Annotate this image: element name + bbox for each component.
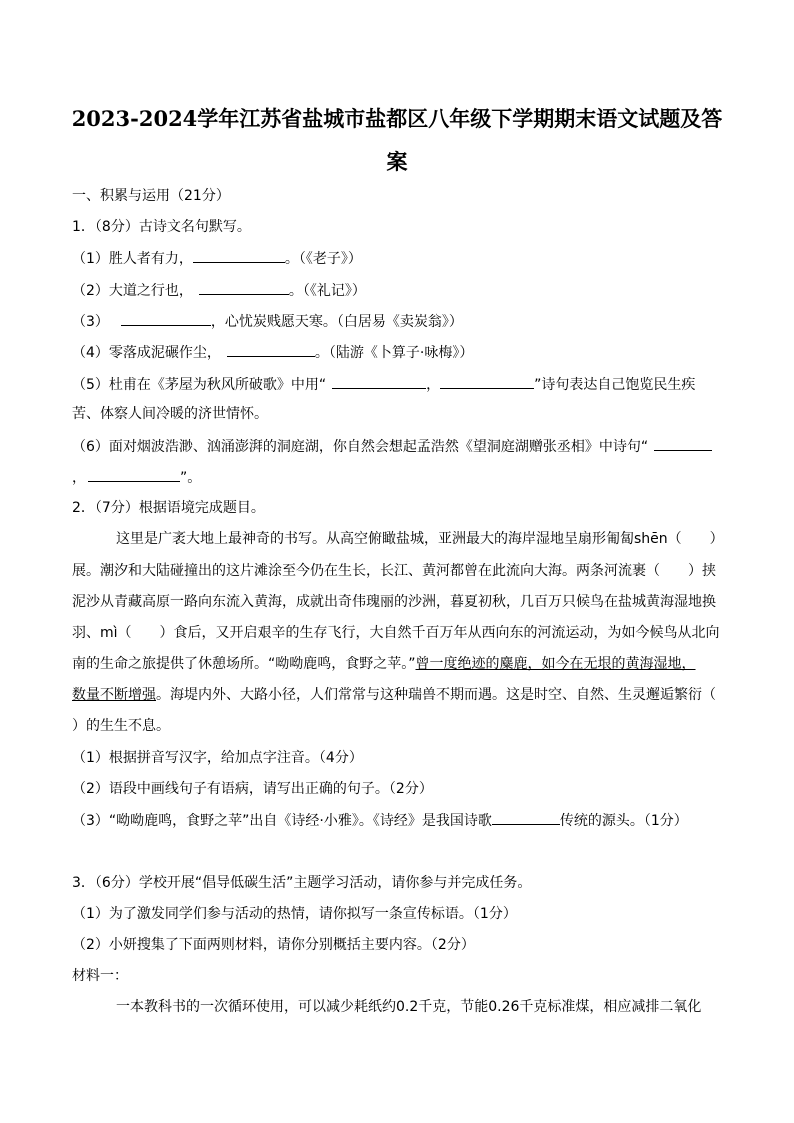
passage-line: ）的生生不息。 bbox=[72, 718, 170, 734]
underlined-sentence: 曾一度绝迹的麋鹿，如今在无垠的黄海湿地， bbox=[415, 656, 696, 672]
underlined-sentence: 数量不断增强 bbox=[72, 687, 156, 703]
passage-line bbox=[72, 654, 696, 674]
q1-item-5-mid: ， bbox=[426, 377, 441, 393]
q1-item-6-line2-post: ”。 bbox=[180, 470, 202, 486]
q1-item-5-pre: （5）杜甫在《茅屋为秋风所破歌》中用“ bbox=[72, 377, 327, 393]
q1-item-6-line2-pre: ， bbox=[72, 470, 86, 486]
q2-subquestion-3 bbox=[72, 810, 688, 831]
answer-blank[interactable] bbox=[492, 810, 560, 825]
passage-line bbox=[72, 685, 716, 705]
q1-item-5 bbox=[72, 374, 695, 395]
q1-item-4-pre: （4）零落成泥碾作尘， bbox=[72, 345, 221, 361]
answer-blank[interactable] bbox=[332, 374, 426, 389]
q1-item-5-post: ”诗句表达自己饱览民生疾 bbox=[534, 377, 696, 393]
q1-item-6-line2 bbox=[72, 467, 201, 488]
q3-subquestion-1: （1）为了激发同学们参与活动的热情，请你拟写一条宣传标语。（1分） bbox=[72, 906, 517, 922]
q1-item-1 bbox=[72, 248, 362, 269]
q1-item-3-post: ，心忧炭贱愿天寒。（白居易《卖炭翁》） bbox=[210, 314, 463, 330]
section-heading: 一、积累与运用（21分） bbox=[72, 188, 230, 204]
answer-blank[interactable] bbox=[193, 248, 285, 263]
answer-blank[interactable] bbox=[199, 280, 289, 295]
q1-item-2-post: 。（《礼记》） bbox=[288, 283, 366, 299]
answer-blank[interactable] bbox=[88, 467, 180, 482]
q1-item-1-post: 。（《老子》） bbox=[284, 251, 362, 267]
q3-subquestion-2: （2）小妍搜集了下面两则材料，请你分别概括主要内容。（2分） bbox=[72, 937, 475, 953]
question-1-stem: 1．（8分）古诗文名句默写。 bbox=[72, 219, 251, 235]
document-title-line2: 案 bbox=[386, 149, 408, 174]
q1-item-6-pre: （6）面对烟波浩渺、汹涌澎湃的洞庭湖，你自然会想起孟浩然《望洞庭湖赠张丞相》中诗句“ bbox=[72, 439, 649, 455]
q2-sub3-pre: （3）“呦呦鹿鸣，食野之苹”出自《诗经·小雅》。《诗经》是我国诗歌 bbox=[72, 813, 492, 829]
answer-blank[interactable] bbox=[440, 374, 534, 389]
passage-line: 羽、mì（ ）食后，又开启艰辛的生存飞行，大自然千百万年从西向东的河流运动，为如今候鸟从北向 bbox=[72, 625, 720, 641]
q1-item-4 bbox=[72, 342, 473, 363]
answer-blank[interactable] bbox=[227, 342, 315, 357]
material-label: 材料一： bbox=[72, 968, 128, 984]
q1-item-4-post: 。（陆游《卜算子·咏梅》） bbox=[314, 345, 474, 361]
q2-subquestion-1: （1）根据拼音写汉字，给加点字注音。（4分） bbox=[72, 750, 363, 766]
answer-blank[interactable] bbox=[654, 436, 712, 451]
q2-subquestion-2: （2）语段中画线句子有语病，请写出正确的句子。（2分） bbox=[72, 781, 433, 797]
q1-item-5-line2: 苦、体察人间冷暖的济世情怀。 bbox=[72, 406, 268, 422]
passage-text: 。海堤内外、大路小径，人们常常与这种瑞兽不期而遇。这是时空、自然、生灵邂逅繁衍（ bbox=[156, 687, 716, 703]
passage-text: 南的生命之旅提供了休憩场所。“呦呦鹿鸣，食野之苹。” bbox=[72, 656, 416, 672]
passage-line: 泥沙从青藏高原一路向东流入黄海，成就出奇伟瑰丽的沙洲，暮夏初秋，几百万只候鸟在盐城黄海湿地换 bbox=[72, 594, 716, 610]
question-2-stem: 2．（7分）根据语境完成题目。 bbox=[72, 500, 265, 516]
material-text: 一本教科书的一次循环使用，可以减少耗纸约0.2千克，节能0.26千克标准煤，相应减排二氧化 bbox=[116, 999, 702, 1015]
q1-item-6 bbox=[72, 436, 712, 457]
q2-sub3-post: 传统的源头。（1分） bbox=[559, 813, 688, 829]
passage-line: 展。潮汐和大陆碰撞出的这片滩涂至今仍在生长，长江、黄河都曾在此流向大海。两条河流裹（ ）挟 bbox=[72, 563, 716, 579]
q1-item-3 bbox=[72, 311, 463, 332]
q1-item-2-pre: （2）大道之行也， bbox=[72, 283, 193, 299]
answer-blank[interactable] bbox=[121, 311, 211, 326]
q1-item-3-pre: （3） bbox=[72, 314, 109, 330]
document-title-line1: 2023-2024学年江苏省盐城市盐都区八年级下学期期末语文试题及答 bbox=[71, 106, 723, 131]
q1-item-2 bbox=[72, 280, 366, 301]
question-3-stem: 3．（6分）学校开展“倡导低碳生活”主题学习活动，请你参与并完成任务。 bbox=[72, 875, 532, 891]
q1-item-1-pre: （1）胜人者有力， bbox=[72, 251, 193, 267]
passage-line: 这里是广袤大地上最神奇的书写。从高空俯瞰盐城，亚洲最大的海岸湿地呈扇形匍匐shēn（ ） bbox=[116, 531, 724, 547]
